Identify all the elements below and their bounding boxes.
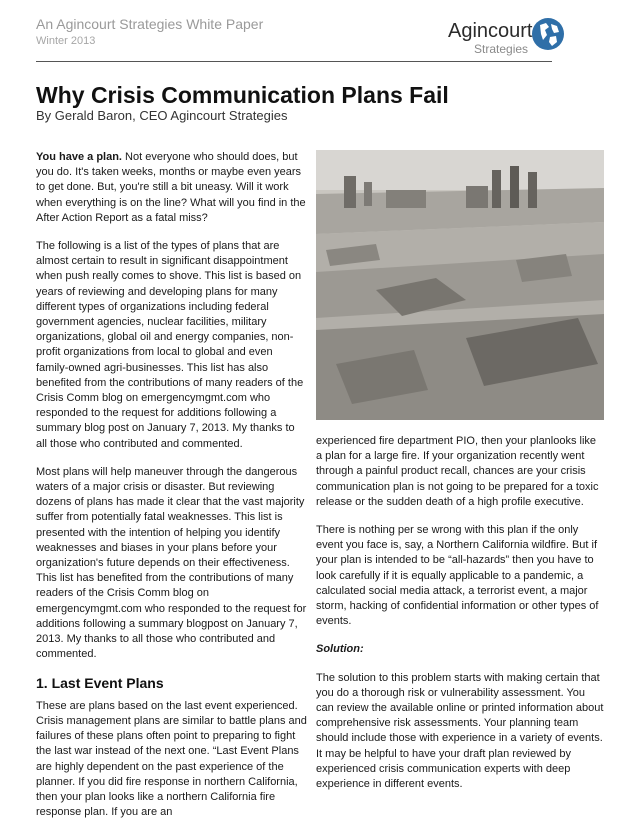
article-byline: By Gerald Baron, CEO Agincourt Strategies [36, 108, 288, 123]
right-column [316, 434, 604, 805]
right-paragraph-2: There is nothing per se wrong with this plan if the only event you face is, say, a Northern California wildfire. But if your plan is intended to be “all-hazards” then you have to look carefully if it is equally applicable to a pandemic, a calculated social media attack, a terrorist event, a major storm, hacking of confidential information or other types of events. [316, 524, 599, 628]
solution-label: Solution: [316, 643, 364, 656]
solution-paragraph: The solution to this problem starts with making certain that you do a thorough risk or vulnerability assessment. You can review the available online or printed information about comprehensive risk assessments. Your planning team should include those with experience in a variety of events. It may be helpful to have your draft plan reviewed by experienced crisis communication experts with deep experience in different events. [316, 671, 604, 791]
right-paragraph-1: experienced fire department PIO, then your planlooks like a plan for a large fire. If your organization recently went through a painful product recall, chances are your crisis communication plan is not going to be prepared for a toxic release or the sudden death of a high profile executive. [316, 435, 599, 508]
disaster-photo [316, 150, 604, 420]
list-intro-paragraph: The following is a list of the types of plans that are almost certain to result in significant disappointment when push really comes to shove. This list is based on years of reviewing and developing plans for many different types of organizations including federal government agencies, nuclear facilities, military organizations, global oil and energy companies, non-profit organizations from local to global and even family-owned agri-businesses. This list has also benefited from the contributions of many readers of the Crisis Comm blog on emergencymgmt.com who responded to the request for additions following a summary blog post on January 7, 2013. My thanks to all those who contributed and commented. [36, 240, 304, 450]
intro-paragraph [36, 150, 308, 226]
publication-date: Winter 2013 [36, 35, 96, 47]
article-title: Why Crisis Communication Plans Fail [36, 82, 449, 108]
header-divider [36, 61, 552, 62]
intro-lead: You have a plan. [36, 151, 122, 163]
globe-icon [530, 16, 566, 52]
purpose-paragraph: Most plans will help maneuver through the dangerous waters of a major crisis or disaster. But reviewing dozens of plans has made it clear that the vast majority suffer from potentially fatal weaknesses. This list is presented with the intention of helping you identify weaknesses and biases in your plans before your organization's future depends on their effectiveness. This list has benefited from the contributions of many readers of the Crisis Comm blog on emergencymgmt.com who responded to the request for additions following a summary blogpost on January 7, 2013. My thanks to all those who contributed and commented. [36, 465, 307, 661]
section-heading: 1. Last Event Plans [36, 674, 164, 691]
logo-name: Agincourt [448, 20, 533, 42]
section-paragraph: These are plans based on the last event experienced. Crisis management plans are similar to battle plans and failures of these plans often point to preparing to fight the last war instead of the next one. “Last Event Plans are highly dependent on the past experience of the planner. If you did fire response in northern California, then your plan looks like a northern California fire response plan. If you are an [36, 699, 307, 819]
agincourt-logo [448, 16, 566, 58]
publication-title: An Agincourt Strategies White Paper [36, 16, 264, 32]
left-column [36, 150, 308, 833]
disaster-photo-graphic [316, 150, 604, 420]
intro-text: Not everyone who should does, but you do. It's taken weeks, months or maybe even years to get done. But, you're still a bit uneasy. Will it work when everything is on the line? What will you find in the After Action Report as a fatal miss? [36, 151, 306, 224]
logo-subtitle: Strategies [474, 42, 529, 56]
